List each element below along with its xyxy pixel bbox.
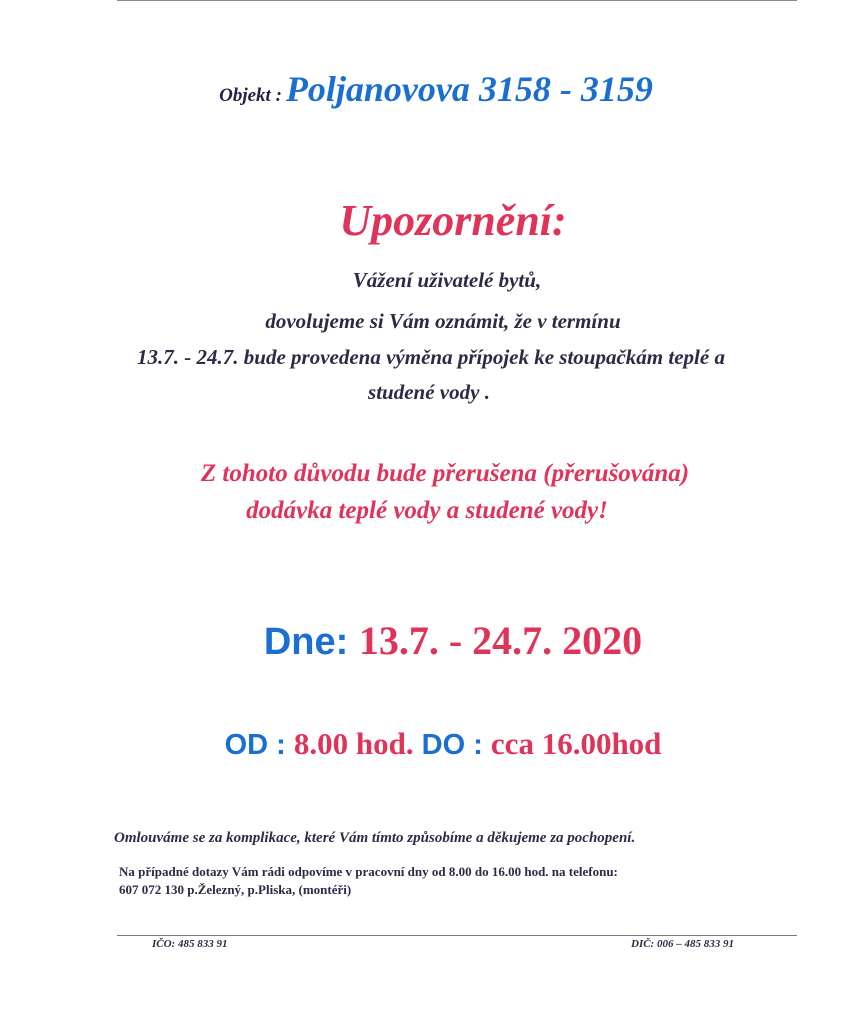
dates-value: 13.7. - 24.7. 2020: [358, 618, 643, 663]
warning-line: Z tohoto důvodu bude přerušena (přerušována): [200, 460, 690, 487]
from-label: OD :: [224, 729, 286, 761]
notice-line: dovolujeme si Vám oznámit, že v termínu: [265, 309, 621, 333]
contact-line: Na případné dotazy Vám rádi odpovíme v pracovní dny od 8.00 do 16.00 hod. na telefonu:: [119, 864, 618, 879]
warning-line: dodávka teplé vody a studené vody!: [246, 497, 608, 524]
from-value: 8.00 hod.: [293, 726, 414, 761]
to-value: cca 16.00hod: [490, 726, 662, 761]
object-name: Poljanovova 3158 - 3159: [285, 69, 653, 109]
notice-heading: Upozornění:: [339, 196, 567, 245]
notice-line: studené vody .: [368, 380, 490, 404]
top-divider: [117, 0, 797, 1]
object-line: [5, 68, 862, 110]
dic-number: DIČ: 006 – 485 833 91: [631, 938, 734, 950]
footer-divider: [117, 935, 797, 936]
object-label: Objekt :: [219, 85, 282, 106]
ico-number: IČO: 485 833 91: [152, 938, 228, 950]
notice-line: 13.7. - 24.7. bude provedena výměna přípojek ke stoupačkám teplé a: [137, 345, 725, 369]
to-label: DO :: [421, 729, 483, 761]
dates-line: [22, 617, 862, 664]
contact-line: 607 072 130 p.Železný, p.Pliska, (montéři): [119, 882, 352, 897]
dates-label: Dne:: [263, 621, 349, 663]
apology-text: Omlouváme se za komplikace, které Vám tímto způsobíme a děkujeme za pochopení.: [114, 830, 636, 846]
greeting-line: Vážení uživatelé bytů,: [352, 268, 542, 292]
hours-line: [12, 726, 862, 762]
